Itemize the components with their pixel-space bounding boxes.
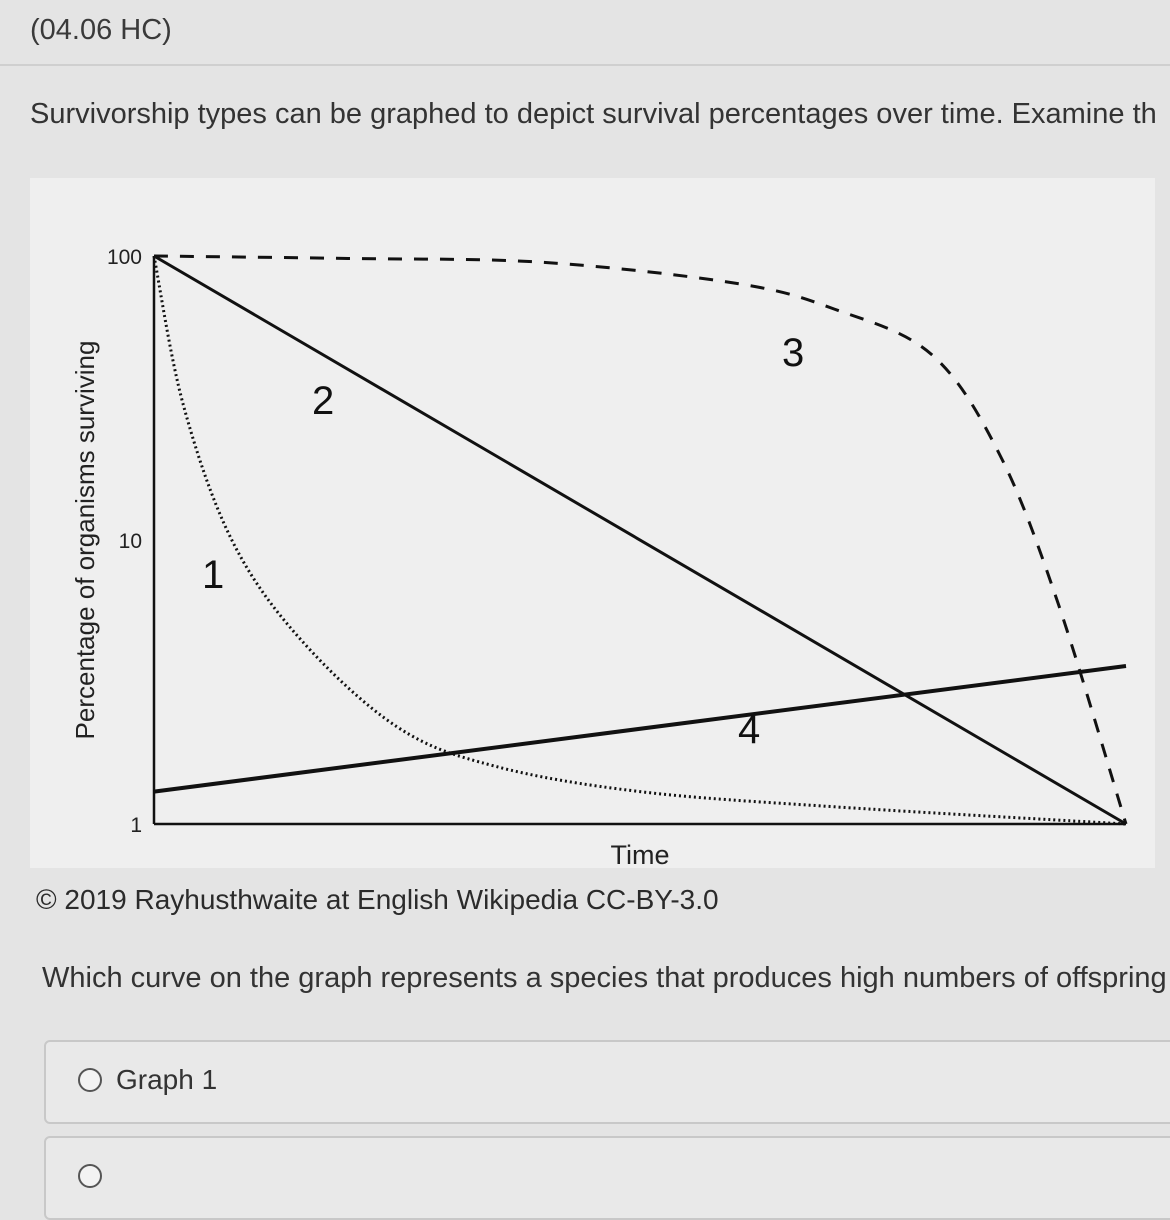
option-label: Graph 1 <box>116 1064 218 1095</box>
y-tick-label: 100 <box>106 246 142 269</box>
y-tick-label: 1 <box>130 814 142 837</box>
survivorship-figure <box>30 178 1155 868</box>
question-code: (04.06 HC) <box>30 14 172 46</box>
divider <box>0 64 1170 66</box>
y-axis-title: Percentage of organisms surviving <box>70 340 100 740</box>
curve-label-4: 4 <box>738 708 761 752</box>
answer-option-graph-1[interactable] <box>44 1040 1170 1124</box>
image-credit: © 2019 Rayhusthwaite at English Wikipedia CC-BY-3.0 <box>36 884 719 915</box>
curve-label-1: 1 <box>202 553 225 597</box>
survivorship-chart <box>30 178 1155 868</box>
x-axis-title: Time <box>610 840 670 868</box>
radio-button[interactable] <box>78 1068 102 1092</box>
radio-button[interactable] <box>78 1164 102 1188</box>
question-text: Which curve on the graph represents a species that produces high numbers of offspring <box>42 962 1167 994</box>
y-tick-label: 10 <box>118 530 142 553</box>
answer-option-2[interactable] <box>44 1136 1170 1220</box>
survivorship-curve-2 <box>154 256 1126 824</box>
curve-label-3: 3 <box>782 331 805 375</box>
survivorship-curve-4 <box>154 666 1126 792</box>
curve-label-2: 2 <box>312 379 335 423</box>
intro-text: Survivorship types can be graphed to depict survival percentages over time. Examine th <box>30 98 1157 130</box>
